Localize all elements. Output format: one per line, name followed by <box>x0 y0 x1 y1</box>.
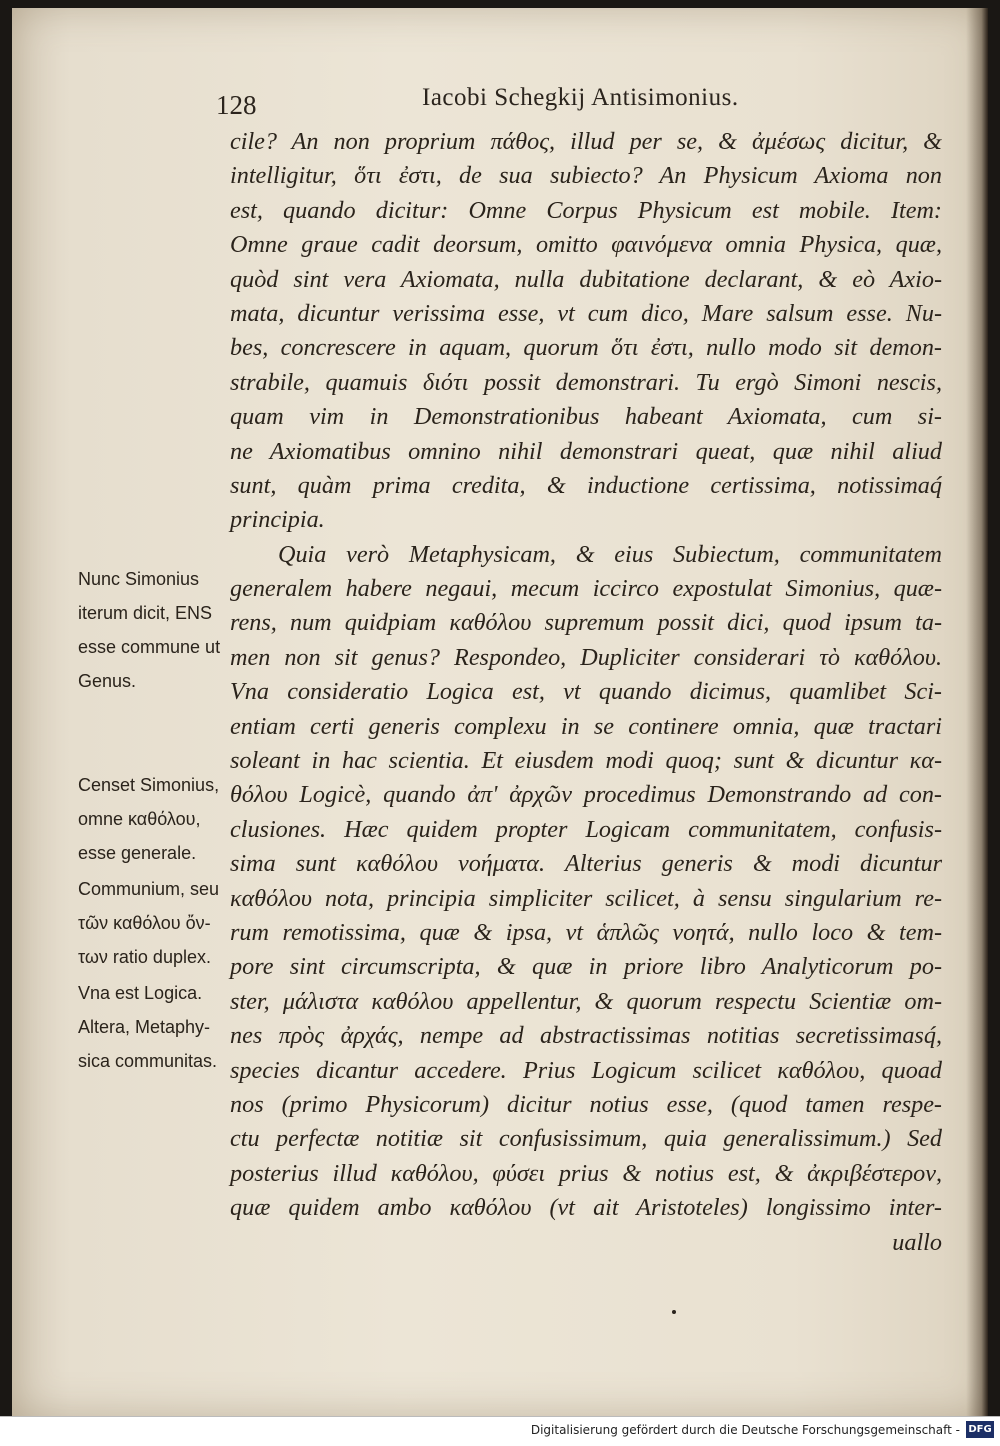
text-line: quòd sint vera Axiomata, nulla dubitatione declarant, & eò Axio- <box>230 265 942 293</box>
text-line: principia. <box>230 506 325 534</box>
text-line: entiam certi generis complexu in se continere omnia, quæ tractari <box>230 712 942 740</box>
text-line: Omne graue cadit deorsum, omitto φαινόμενα omnia Physica, quæ, <box>230 231 942 259</box>
catchword: uallo <box>892 1228 942 1256</box>
text-line: generalem habere negaui, mecum iccirco expostulat Simonius, quæ- <box>230 575 942 603</box>
text-line: ne Axiomatibus omnino nihil demonstrari queat, quæ nihil aliud <box>230 437 942 465</box>
text-line: sunt, quàm prima credita, & inductione certissima, notissimaq́ <box>230 471 942 499</box>
text-line: καθόλου nota, principia simpliciter scilicet, à sensu singularium re- <box>230 884 942 912</box>
text-line: soleant in hac scientia. Et eiusdem modi quoq; sunt & dicuntur κα- <box>230 747 942 775</box>
digitization-footer <box>0 1416 1000 1446</box>
page-edge-shadow <box>966 8 988 1416</box>
paragraph-start-line: Quia verò Metaphysicam, & eius Subiectum, communitatem <box>278 540 942 568</box>
text-line: rens, num quidpiam καθόλου supremum possit dici, quod ipsum ta- <box>230 609 942 637</box>
margin-note-line: Genus. <box>78 671 137 691</box>
margin-note-line: των ratio duplex. <box>78 947 211 967</box>
margin-note-line: τῶν καθόλου ὄν- <box>78 913 211 933</box>
margin-note-line: Communium, seu <box>78 879 220 899</box>
margin-note-line: sica communitas. <box>78 1051 218 1071</box>
margin-note-line: Altera, Metaphy- <box>78 1017 211 1037</box>
text-line: rum remotissima, quæ & ipsa, vt ἁπλῶς νοητά, nullo loco & tem- <box>230 918 942 946</box>
funding-credit: Digitalisierung gefördert durch die Deutsche Forschungsgemeinschaft - <box>530 1423 960 1437</box>
text-line: strabile, quamuis διότι possit demonstrari. Tu ergò Simoni nescis, <box>230 368 942 396</box>
text-line: Vna consideratio Logica est, vt quando dicimus, quamlibet Sci- <box>230 678 942 706</box>
margin-note-line: omne καθόλου, <box>78 809 201 829</box>
margin-note-line: Nunc Simonius <box>78 569 200 589</box>
text-line: pore sint circumscripta, & quæ in priore libro Analyticorum po- <box>230 953 942 981</box>
margin-note-line: Censet Simonius, <box>78 775 220 795</box>
text-line: ster, μάλιστα καθόλου appellentur, & quorum respectu Scientiæ om- <box>230 987 942 1015</box>
text-line: men non sit genus? Respondeo, Dupliciter considerari τὸ καθόλου. <box>230 643 942 671</box>
main-text-block <box>230 125 942 1260</box>
margin-note-line: iterum dicit, ENS <box>78 603 213 623</box>
text-line: posterius illud καθόλου, φύσει prius & notius est, & ἀκριβέστερον, <box>230 1159 942 1187</box>
text-line: clusiones. Hæc quidem propter Logicam communitatem, confusis- <box>230 815 942 843</box>
text-line: ctu perfectæ notitiæ sit confusissimum, quia generalissimum.) Sed <box>230 1125 942 1153</box>
margin-note-line: esse generale. <box>78 843 197 863</box>
text-line: sima sunt καθόλου νοήματα. Alterius generis & modi dicuntur <box>230 850 942 878</box>
page-number: 128 <box>216 90 257 120</box>
text-line: quam vim in Demonstrationibus habeant Axiomata, cum si- <box>230 403 942 431</box>
text-line: nes πρὸς ἀρχάς, nempe ad abstractissimas notitias secretissimasq́, <box>230 1022 942 1050</box>
text-line: cile? An non proprium πάθος, illud per se, & ἀμέσως dicitur, & <box>230 128 942 155</box>
text-line: quæ quidem ambo καθόλου (vt ait Aristoteles) longissimo inter- <box>230 1194 942 1222</box>
text-line: mata, dicuntur verissima esse, vt cum dico, Mare salsum esse. Nu- <box>230 299 942 327</box>
dfg-logo-icon: DFG <box>966 1421 994 1438</box>
text-line: intelligitur, ὅτι ἐστι, de sua subiecto? An Physicum Axioma non <box>230 162 942 190</box>
running-title: Iacobi Schegkij Antisimonius. <box>422 84 739 111</box>
text-line: nos (primo Physicorum) dicitur notius esse, (quod tamen respe- <box>230 1090 942 1118</box>
margin-note-line: Vna est Logica. <box>78 983 203 1003</box>
margin-note-line: esse commune ut <box>78 637 221 657</box>
ink-speck <box>672 1310 676 1314</box>
text-line: θόλου Logicè, quando ἀπ' ἀρχῶν procedimus Demonstrando ad con- <box>230 781 942 809</box>
text-line: est, quando dicitur: Omne Corpus Physicum est mobile. Item: <box>230 196 942 224</box>
text-line: bes, concrescere in aquam, quorum ὅτι ἐστι, nullo modo sit demon- <box>230 334 942 362</box>
text-line: species dicantur accedere. Prius Logicum scilicet καθόλου, quoad <box>230 1056 942 1084</box>
